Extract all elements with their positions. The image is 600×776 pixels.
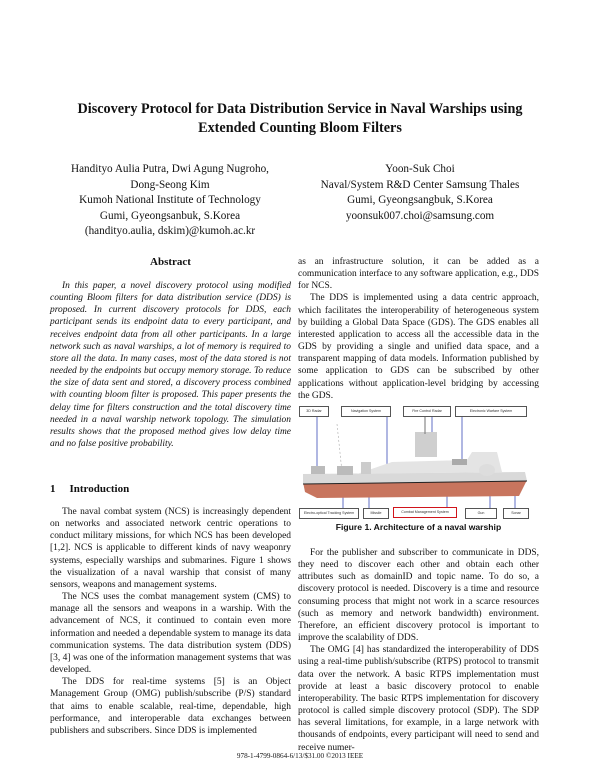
warship-illustration [297, 404, 539, 519]
label-bottom-highlighted: Combat Management System [393, 507, 457, 518]
label-bottom: Sonar [503, 508, 529, 519]
paragraph: For the publisher and subscriber to communicate in DDS, they need to discover each other and obtain each other attributes such as domainID and topic name. To do so, a discovery protocol is needed. Discovery is a time and resource consuming process that might not work in a scarce resources (such as memory and network bandwidth) environment. Therefore, an efficient discovery protocol is important to improve the scalability of DDS. [298, 548, 539, 644]
section-heading-introduction [50, 483, 143, 495]
paragraph: The naval combat system (NCS) is increasingly dependent on networks and associated network centric operations to conduct military missions, for which NCS has been developed [1,2]. NCS is applicable to different kinds of navy weaponry systems, especially warships and submarines. Figure 1 shows the visualization of a naval warship that consist of many sensors, weapons and management systems. [50, 507, 291, 590]
paragraph: as an infrastructure solution, it can be added as a communication interface to any software application, e.g., DDS for NCS. [298, 257, 539, 292]
author-email: yoonsuk007.choi@samsung.com [345, 209, 495, 222]
right-column-bottom [298, 547, 539, 754]
section-title: Introduction [69, 483, 130, 495]
author-names-cont: Dong-Seong Kim [130, 178, 210, 191]
paragraph: The OMG [4] has standardized the interoperability of DDS using a real-time publish/subscribe (RTPS) protocol to transmit data over the network. A basic RTPS implementation must provide at least a basic discovery protocol to enable interoperability. The basic RTPS implementation for discovery protocol is called simple discovery protocol (SDP). The SDP has several limitations, for example, in a large network with thousands of endpoints, every participant will need to send and receive numer- [298, 645, 539, 753]
author-location: Gumi, Gyeongsanbuk, S.Korea [99, 209, 241, 222]
section-number: 1 [50, 483, 56, 495]
label-top: Electronic Warfare System [455, 406, 527, 417]
author-affiliation: Naval/System R&D Center Samsung Thales [320, 178, 520, 191]
title-line-1: Discovery Protocol for Data Distribution Service in Naval Warships using [77, 101, 523, 117]
paragraph: The DDS for real-time systems [5] is an Object Management Group (OMG) publish/subscribe (P/S) standard that aims to enable scalable, real-time, dependable, high performance, and interoperable data exchanges between publishers and subscribers. Since DDS is implemented [50, 677, 291, 736]
author-names: Handityo Aulia Putra, Dwi Agung Nugroho, [71, 163, 269, 175]
label-top: Fire Control Radar [403, 406, 451, 417]
author-names: Yoon-Suk Choi [385, 163, 455, 175]
paper-title [40, 100, 560, 138]
author-block-1 [50, 162, 290, 240]
abstract-body [50, 280, 291, 450]
author-email: (handityo.aulia, dskim)@kumoh.ac.kr [84, 225, 256, 238]
introduction-body [50, 506, 291, 737]
author-location: Gumi, Gyeongsangbuk, S.Korea [347, 194, 493, 207]
author-block-2 [300, 162, 540, 224]
figure-naval-warship [297, 404, 539, 519]
label-bottom: Electro-optical Tracking System [299, 508, 359, 519]
paragraph: The NCS uses the combat management system (CMS) to manage all the sensors and weapons in a warship. With the advancement of NCS, it continued to contain even more information and needed a dependable system to manage its data communication systems. The data distribution system (DDS) [3, 4] was one of the information management systems that was developed. [50, 592, 291, 676]
paragraph: The DDS is implemented using a data centric approach, which facilitates the interoperability of heterogeneous system by building a Global Data Space (GDS). The GDS enables all interested application to access all the accessible data in the GDS by providing a single and unified data space, and a transparent mapping of data models. Information published by some application to GDS can be subscribed by other applications without application-level bridging by accessing the GDS. [298, 293, 539, 401]
abstract-heading: Abstract [150, 256, 191, 268]
label-top: Navigation System [341, 406, 391, 417]
abstract-text: In this paper, a novel discovery protocol using modified counting Bloom filters for data distribution service (DDS) is proposed. In current discovery protocols for DDS, each participant sends its endpoint data to every participant, and receives endpoint data from all other participants. In a large network such as naval warships, a lot of memory is required to store all the data. In many cases, most of the data stored is not needed by the endpoints but occupy memory storage. To reduce the size of data sent and stored, a discovery process combined with counting bloom filter is proposed. This paper presents the delay time for filters construction and the total discovery time needed in a naval warship network topology. The simulation results shows that the proposed method gives low delay time and no false positive probability. [50, 281, 291, 450]
title-line-2: Extended Counting Bloom Filters [198, 120, 402, 136]
author-affiliation: Kumoh National Institute of Technology [79, 194, 261, 207]
label-top: 3D Radar [299, 406, 329, 417]
figure-caption: Figure 1. Architecture of a naval warship [335, 522, 502, 532]
label-bottom: Missile [363, 508, 389, 519]
label-bottom: Gun [465, 508, 497, 519]
copyright-footer: 978-1-4799-0864-6/13/$31.00 ©2013 IEEE [236, 752, 364, 760]
right-column-top [298, 256, 539, 402]
